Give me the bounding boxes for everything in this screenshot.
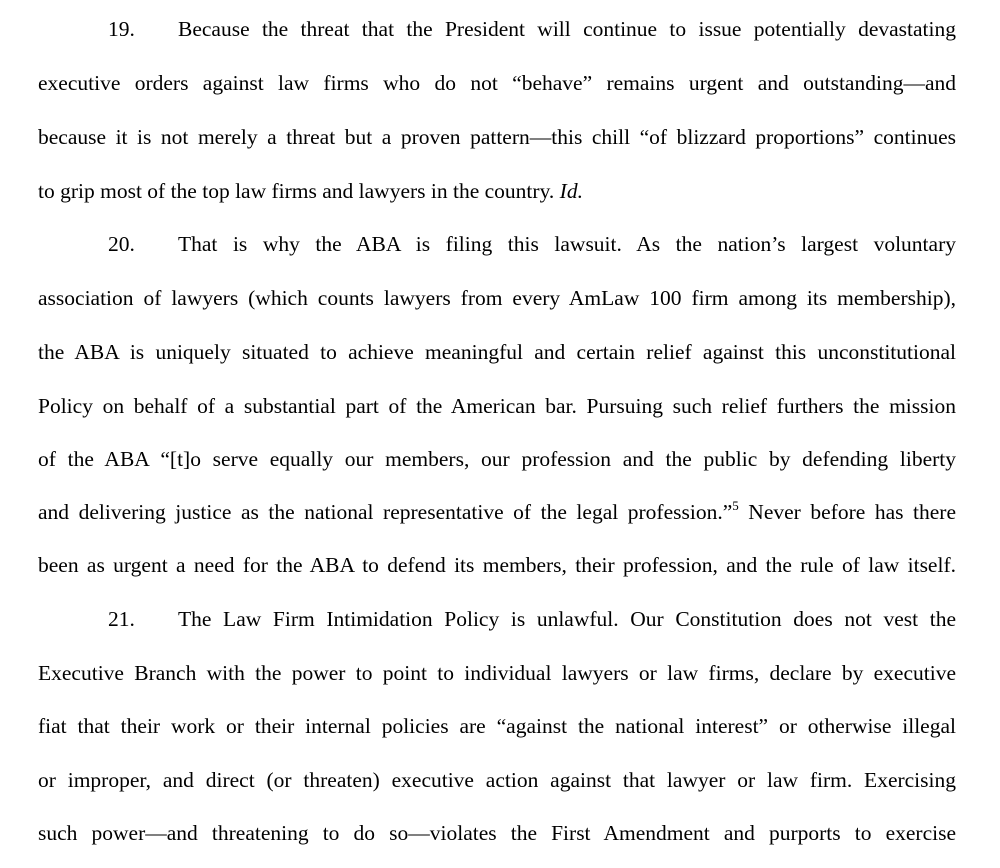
paragraph-21-line-4 <box>38 765 956 795</box>
paragraph-20-line-7 <box>38 550 956 580</box>
paragraph-21-line-5 <box>38 818 956 848</box>
paragraph-text: of the ABA “[t]o serve equally our members, our profession and the public by defending liberty <box>38 447 956 471</box>
paragraph-text: executive orders against law firms who do not “behave” remains urgent and outstanding—and <box>38 71 956 95</box>
paragraph-text: because it is not merely a threat but a proven pattern—this chill “of blizzard proportions” continues <box>38 125 956 149</box>
paragraph-number: 20. <box>108 232 135 256</box>
paragraph-19-line-4 <box>38 176 956 206</box>
paragraph-20-line-1 <box>108 229 956 259</box>
paragraph-21-line-1 <box>108 604 956 634</box>
paragraph-20-line-3 <box>38 337 956 367</box>
paragraph-text: to grip most of the top law firms and lawyers in the country. <box>38 179 555 203</box>
paragraph-text: That is why the ABA is filing this lawsuit. As the nation’s largest voluntary <box>178 232 956 256</box>
paragraph-text: The Law Firm Intimidation Policy is unlawful. Our Constitution does not vest the <box>178 607 956 631</box>
paragraph-text: such power—and threatening to do so—violates the First Amendment and purports to exercise <box>38 821 956 845</box>
citation-id: Id. <box>559 179 583 203</box>
paragraph-19-line-3 <box>38 122 956 152</box>
paragraph-text: Never before has there <box>748 500 956 524</box>
paragraph-20-line-4 <box>38 391 956 421</box>
paragraph-text: Executive Branch with the power to point to individual lawyers or law firms, declare by executive <box>38 661 956 685</box>
paragraph-21-line-2 <box>38 658 956 688</box>
paragraph-20-line-5 <box>38 444 956 474</box>
paragraph-19-line-1 <box>108 14 956 44</box>
paragraph-20-line-2 <box>38 283 956 313</box>
paragraph-number: 19. <box>108 17 135 41</box>
paragraph-19-line-2 <box>38 68 956 98</box>
paragraph-text: Because the threat that the President will continue to issue potentially devastating <box>178 17 956 41</box>
paragraph-number: 21. <box>108 607 135 631</box>
paragraph-text: been as urgent a need for the ABA to defend its members, their profession, and the rule of law itself. <box>38 553 956 577</box>
paragraph-text: and delivering justice as the national representative of the legal profession.” <box>38 500 733 524</box>
paragraph-21-line-3 <box>38 711 956 741</box>
footnote-marker[interactable]: 5 <box>732 498 739 513</box>
paragraph-text: or improper, and direct (or threaten) executive action against that lawyer or law firm. Exercising <box>38 768 956 792</box>
paragraph-20-line-6 <box>38 497 956 527</box>
paragraph-text: Policy on behalf of a substantial part of the American bar. Pursuing such relief furthers the mission <box>38 394 956 418</box>
paragraph-text: fiat that their work or their internal policies are “against the national interest” or otherwise illegal <box>38 714 956 738</box>
paragraph-text: the ABA is uniquely situated to achieve meaningful and certain relief against this unconstitutional <box>38 340 956 364</box>
paragraph-text: association of lawyers (which counts lawyers from every AmLaw 100 firm among its membership), <box>38 286 956 310</box>
